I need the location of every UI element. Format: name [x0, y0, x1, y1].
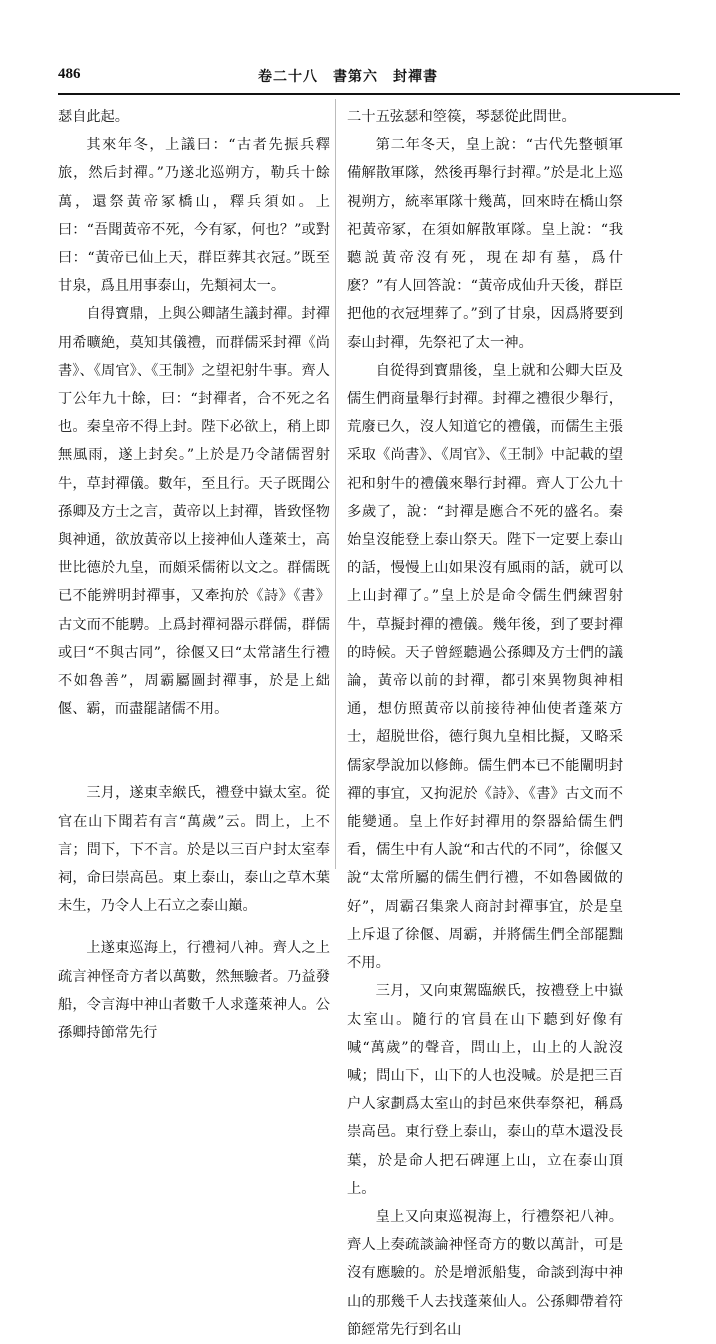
- left-paragraph: 三月，遂東幸緱氏，禮登中嶽太室。從官在山下聞若有言“萬歲”云。問上，上不言；問下，下不言。於是以三百户封太室奉祠，命曰崇高邑。東上泰山，泰山之草木葉未生，乃令人上石立之泰山巔。: [58, 785, 330, 915]
- right-paragraph: 皇上又向東巡視海上，行禮祭祀八神。齊人上奏疏談論神怪奇方的數以萬計，可是沒有應驗的。於是增派船隻，命談到海中神山的那幾千人去找蓬萊仙人。公孫卿帶着符節經常先行到名山: [347, 1208, 623, 1338]
- left-column-classical-text: [58, 103, 330, 1047]
- right-paragraph: 三月，又向東駕臨緱氏，按禮登上中嶽太室山。隨行的官員在山下聽到好像有喊“萬歲”的聲音，問山上，山上的人說沒喊；問山下，山下的人也没喊。於是把三百户人家劃爲太室山的封邑來供奉祭祀，稱爲崇高邑。東行登上泰山，泰山的草木還没長葉，於是命人把石碑運上山，立在泰山頂上。: [347, 983, 623, 1197]
- left-paragraph: 自得寶鼎，上與公卿諸生議封禪。封禪用希曠絶，莫知其儀禮，而群儒采封禪《尚書》、《周官》、《王制》之望祀射牛事。齊人丁公年九十餘，曰：“封禪者，合不死之名也。秦皇帝不得上封。陛下必欲上，稍上即無風雨，遂上封矣。”上於是乃令諸儒習射牛，草封禪儀。數年，至且行。天子既聞公孫卿及方士之言，黃帝以上封禪，皆致怪物與神通，欲放黃帝以上接神仙人蓬萊士，高世比德於九皇，而頗采儒術以文之。群儒既已不能辨明封禪事，又牽拘於《詩》《書》古文而不能騁。上爲封禪祠器示群儒，群儒或曰“不與古同”，徐偃又曰“太常諸生行禮不如魯善”，周霸屬圖封禪事，於是上絀偃、霸，而盡罷諸儒不用。: [58, 306, 330, 718]
- paragraph-gap: [58, 723, 330, 779]
- right-column-translation: [347, 103, 623, 1344]
- right-paragraph: 第二年冬天，皇上說：“古代先整頓軍備解散軍隊，然後再舉行封禪。”於是北上巡視朔方，統率軍隊十幾萬，回來時在橋山祭祀黃帝冢，在須如解散軍隊。皇上說：“我聽説黃帝沒有死，現在却有墓，爲什麽？”有人回答說：“黃帝成仙升天後，群臣把他的衣冠埋葬了。”到了甘泉，因爲將要到泰山封禪，先祭祀了太一神。: [347, 137, 623, 351]
- running-title: 卷二十八 書第六 封禪書: [258, 69, 438, 85]
- right-paragraph: 二十五弦瑟和箜篌，琴瑟從此問世。: [347, 109, 576, 125]
- left-paragraph: 上遂東巡海上，行禮祠八神。齊人之上疏言神怪奇方者以萬數，然無驗者。乃益發船，令言海中神山者數千人求蓬萊神人。公孫卿持節常先行: [58, 940, 330, 1042]
- right-paragraph: 自從得到寶鼎後，皇上就和公卿大臣及儒生們商量舉行封禪。封禪之禮很少舉行，荒廢已久，沒人知道它的禮儀，而儒生主張采取《尚書》、《周官》、《王制》中記載的望祀和射牛的禮儀來舉行封禪。齊人丁公九十多歲了，說：“封禪是應合不死的盛名。秦始皇沒能登上泰山祭天。陛下一定要上泰山的話，慢慢上山如果沒有風雨的話，就可以上山封禪了。”皇上於是命令儒生們練習射牛，草擬封禪的禮儀。幾年後，到了要封禪的時候。天子曾經聽過公孫卿及方士們的議論，黃帝以前的封禪，都引來異物與神相通，想仿照黃帝以前接待神仙使者蓬萊方士，超脱世俗，德行與九皇相比擬，又略采儒家學說加以修飾。儒生們本已不能闡明封禪的事宜，又拘泥於《詩》、《書》古文而不能變通。皇上作好封禪用的祭器給儒生們看，儒生中有人說“和古代的不同”，徐偃又說“太常所屬的儒生們行禮，不如魯國做的好”，周霸召集衆人商討封禪事宜，於是皇上斥退了徐偃、周霸，并將儒生們全部罷黜不用。: [347, 362, 623, 972]
- left-paragraph: 其來年冬，上議曰：“古者先振兵釋旅，然后封禪。”乃遂北巡朔方，勒兵十餘萬，還祭黃帝冢橋山，釋兵須如。上曰：“吾聞黃帝不死，今有冢，何也？”或對曰：“黃帝已仙上天，群臣葬其衣冠。”既至甘泉，爲且用事泰山，先類祠太一。: [58, 137, 330, 295]
- left-paragraph: 瑟自此起。: [58, 109, 129, 125]
- column-divider: [335, 99, 336, 869]
- page-number: 486: [58, 66, 81, 82]
- header-rule: [58, 93, 680, 95]
- page-header: [58, 66, 680, 90]
